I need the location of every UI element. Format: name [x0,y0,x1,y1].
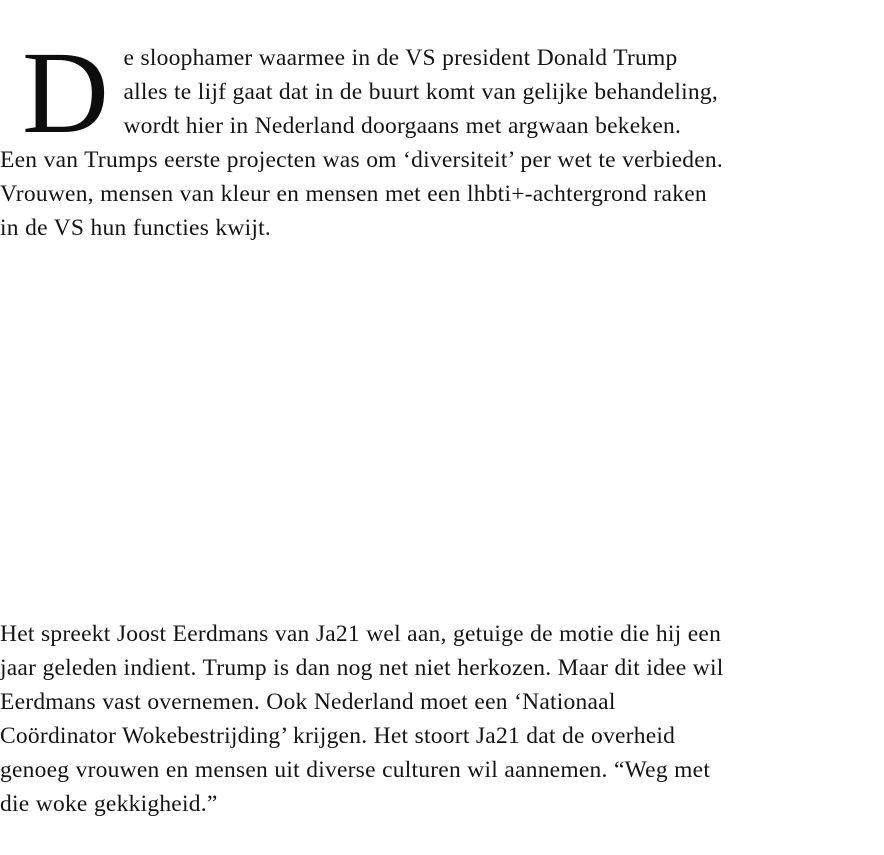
lead-paragraph [0,27,724,245]
second-paragraph [0,617,724,821]
media-placeholder [0,286,884,614]
lead-paragraph-block [0,27,724,245]
second-paragraph-text: Het spreekt Joost Eerdmans van Ja21 wel aan, getuige de motie die hij een jaar geleden indient. Trump is dan nog net niet herkozen. Maar dit idee wil Eerdmans vast overnemen. Ook Nederland moet een ‘Nationaal Coördinator Wokebestrijding’ krijgen. Het stoort Ja21 dat de overheid genoeg vrouwen en mensen uit diverse culturen wil aannemen. “Weg met die woke gekkigheid.” [0,621,724,817]
lead-paragraph-text: e sloophamer waarmee in de VS president Donald Trump alles te lijf gaat dat in de buurt komt van gelijke behandeling, wordt hier in Nederland doorgaans met argwaan bekeken. Een van Trumps eerste projecten was om ‘diversiteit’ per wet te verbieden. Vrouwen, mensen van kleur en mensen met een lhbti+-achtergrond raken in de VS hun functies kwijt. [0,45,724,241]
second-paragraph-block [0,617,724,821]
drop-cap-letter: D [22,27,110,158]
